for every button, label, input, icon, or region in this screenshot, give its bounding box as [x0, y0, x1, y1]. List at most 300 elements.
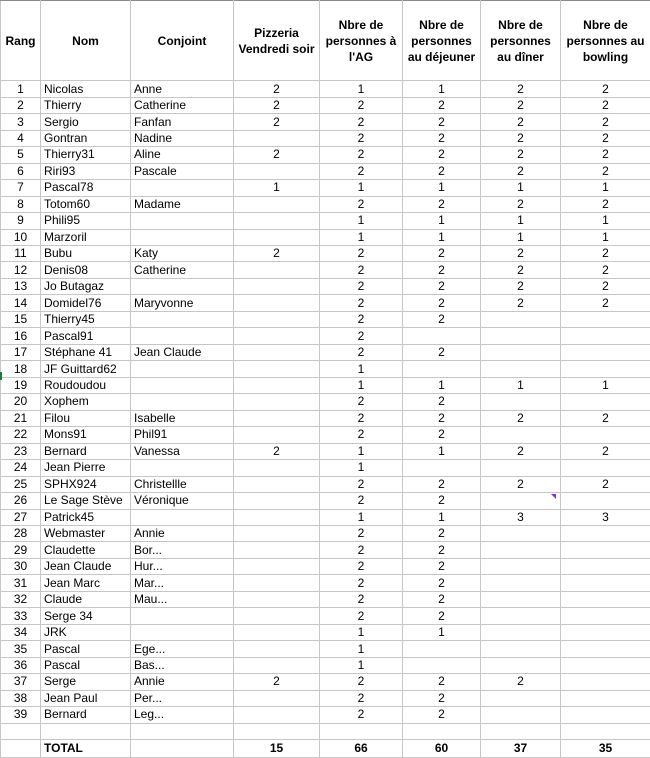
cell-pizzeria[interactable]	[234, 624, 320, 640]
cell-ag[interactable]: 2	[320, 295, 403, 311]
cell-bowling[interactable]	[561, 707, 650, 723]
cell-bowling[interactable]: 2	[561, 163, 650, 179]
cell-dejeuner[interactable]	[403, 328, 481, 344]
cell-nom[interactable]: JRK	[41, 624, 131, 640]
cell-rang[interactable]: 11	[1, 246, 41, 262]
cell-conjoint[interactable]: Madame	[131, 196, 234, 212]
cell-dejeuner[interactable]: 1	[403, 377, 481, 393]
cell-ag[interactable]: 2	[320, 410, 403, 426]
cell-nom[interactable]: Le Sage Stève	[41, 493, 131, 509]
cell-rang[interactable]: 29	[1, 542, 41, 558]
cell-rang[interactable]: 39	[1, 707, 41, 723]
cell-rang[interactable]: 23	[1, 443, 41, 459]
cell-pizzeria[interactable]: 2	[234, 97, 320, 113]
cell-nom[interactable]: Claudette	[41, 542, 131, 558]
cell-ag[interactable]: 2	[320, 674, 403, 690]
cell-ag[interactable]: 2	[320, 591, 403, 607]
cell-pizzeria[interactable]	[234, 311, 320, 327]
cell-conjoint[interactable]: Pascale	[131, 163, 234, 179]
cell-diner[interactable]	[481, 525, 561, 541]
cell-bowling[interactable]	[561, 690, 650, 706]
cell-pizzeria[interactable]	[234, 657, 320, 673]
cell-dejeuner[interactable]: 1	[403, 229, 481, 245]
cell-diner[interactable]: 2	[481, 410, 561, 426]
cell-nom[interactable]: Jean Pierre	[41, 460, 131, 476]
cell-rang[interactable]: 9	[1, 213, 41, 229]
cell-bowling[interactable]: 2	[561, 196, 650, 212]
cell-ag[interactable]: 2	[320, 575, 403, 591]
cell-nom[interactable]: Bubu	[41, 246, 131, 262]
cell-conjoint[interactable]: Phil91	[131, 427, 234, 443]
cell-rang[interactable]: 22	[1, 427, 41, 443]
cell-conjoint[interactable]: Catherine	[131, 262, 234, 278]
cell-ag[interactable]: 2	[320, 608, 403, 624]
cell-pizzeria[interactable]: 2	[234, 114, 320, 130]
cell-bowling[interactable]: 2	[561, 147, 650, 163]
cell-empty[interactable]	[561, 723, 650, 739]
cell-rang[interactable]: 10	[1, 229, 41, 245]
cell-diner[interactable]: 2	[481, 114, 561, 130]
cell-diner[interactable]: 1	[481, 377, 561, 393]
cell-nom[interactable]: Pascal91	[41, 328, 131, 344]
cell-rang[interactable]: 38	[1, 690, 41, 706]
cell-nom[interactable]: Nicolas	[41, 81, 131, 97]
cell-rang[interactable]: 5	[1, 147, 41, 163]
cell-empty[interactable]	[320, 723, 403, 739]
cell-conjoint[interactable]: Véronique	[131, 493, 234, 509]
cell-ag[interactable]: 1	[320, 443, 403, 459]
cell-ag[interactable]: 2	[320, 196, 403, 212]
cell-diner[interactable]	[481, 361, 561, 377]
cell-rang[interactable]: 15	[1, 311, 41, 327]
cell-diner[interactable]	[481, 707, 561, 723]
cell-dejeuner[interactable]: 2	[403, 344, 481, 360]
cell-nom[interactable]: Stéphane 41	[41, 344, 131, 360]
cell-conjoint[interactable]	[131, 361, 234, 377]
cell-rang[interactable]: 31	[1, 575, 41, 591]
cell-bowling[interactable]	[561, 525, 650, 541]
cell-pizzeria[interactable]	[234, 591, 320, 607]
cell-dejeuner[interactable]	[403, 657, 481, 673]
cell-bowling[interactable]: 1	[561, 229, 650, 245]
cell-dejeuner[interactable]: 1	[403, 180, 481, 196]
cell-dejeuner[interactable]: 2	[403, 97, 481, 113]
cell-nom[interactable]: Thierry	[41, 97, 131, 113]
cell-nom[interactable]: Domidel76	[41, 295, 131, 311]
cell-conjoint[interactable]	[131, 278, 234, 294]
cell-diner[interactable]	[481, 608, 561, 624]
cell-rang[interactable]: 25	[1, 476, 41, 492]
cell-rang[interactable]: 33	[1, 608, 41, 624]
cell-rang[interactable]: 18	[1, 361, 41, 377]
cell-diner[interactable]: 2	[481, 81, 561, 97]
cell-rang[interactable]: 3	[1, 114, 41, 130]
cell-rang[interactable]: 8	[1, 196, 41, 212]
cell-nom[interactable]: Filou	[41, 410, 131, 426]
cell-conjoint[interactable]: Leg...	[131, 707, 234, 723]
cell-diner[interactable]	[481, 344, 561, 360]
cell-rang[interactable]: 6	[1, 163, 41, 179]
cell-dejeuner[interactable]: 1	[403, 624, 481, 640]
cell-bowling[interactable]: 1	[561, 213, 650, 229]
cell-conjoint[interactable]: Catherine	[131, 97, 234, 113]
cell-dejeuner[interactable]: 2	[403, 575, 481, 591]
cell-rang[interactable]: 36	[1, 657, 41, 673]
cell-conjoint[interactable]: Isabelle	[131, 410, 234, 426]
cell-ag[interactable]: 2	[320, 311, 403, 327]
cell-rang[interactable]: 21	[1, 410, 41, 426]
cell-dejeuner[interactable]: 2	[403, 394, 481, 410]
cell-nom[interactable]: Sergio	[41, 114, 131, 130]
cell-empty[interactable]	[1, 723, 41, 739]
cell-dejeuner[interactable]: 1	[403, 81, 481, 97]
cell-bowling[interactable]: 2	[561, 81, 650, 97]
cell-rang[interactable]: 19	[1, 377, 41, 393]
cell-ag[interactable]: 2	[320, 130, 403, 146]
cell-bowling[interactable]: 2	[561, 476, 650, 492]
cell-dejeuner[interactable]: 1	[403, 213, 481, 229]
cell-bowling[interactable]: 2	[561, 443, 650, 459]
cell-nom[interactable]: JF Guittard62	[41, 361, 131, 377]
cell-diner[interactable]	[481, 591, 561, 607]
cell-empty[interactable]	[41, 723, 131, 739]
cell-ag[interactable]: 2	[320, 147, 403, 163]
cell-bowling[interactable]	[561, 394, 650, 410]
cell-nom[interactable]: Jean Claude	[41, 558, 131, 574]
cell-pizzeria[interactable]	[234, 410, 320, 426]
cell-pizzeria[interactable]: 1	[234, 180, 320, 196]
total-ag[interactable]: 66	[320, 740, 403, 758]
cell-bowling[interactable]: 2	[561, 278, 650, 294]
cell-bowling[interactable]: 1	[561, 180, 650, 196]
cell-ag[interactable]: 2	[320, 328, 403, 344]
cell-rang[interactable]: 16	[1, 328, 41, 344]
cell-ag[interactable]: 2	[320, 278, 403, 294]
cell-conjoint[interactable]	[131, 213, 234, 229]
cell-diner[interactable]	[481, 624, 561, 640]
cell-rang[interactable]: 34	[1, 624, 41, 640]
header-nom[interactable]: Nom	[41, 1, 131, 81]
cell-ag[interactable]: 1	[320, 641, 403, 657]
cell-bowling[interactable]	[561, 575, 650, 591]
cell-pizzeria[interactable]	[234, 377, 320, 393]
cell-ag[interactable]: 2	[320, 476, 403, 492]
cell-ag[interactable]: 2	[320, 394, 403, 410]
cell-pizzeria[interactable]	[234, 427, 320, 443]
cell-bowling[interactable]	[561, 591, 650, 607]
cell-bowling[interactable]	[561, 558, 650, 574]
cell-nom[interactable]: Totom60	[41, 196, 131, 212]
cell-pizzeria[interactable]	[234, 542, 320, 558]
cell-diner[interactable]	[481, 575, 561, 591]
cell-diner[interactable]: 2	[481, 295, 561, 311]
cell-nom[interactable]: Marzoril	[41, 229, 131, 245]
cell-ag[interactable]: 2	[320, 690, 403, 706]
cell-bowling[interactable]: 3	[561, 509, 650, 525]
cell-bowling[interactable]: 2	[561, 114, 650, 130]
cell-dejeuner[interactable]	[403, 460, 481, 476]
cell-nom[interactable]: Riri93	[41, 163, 131, 179]
cell-pizzeria[interactable]	[234, 460, 320, 476]
cell-ag[interactable]: 2	[320, 542, 403, 558]
cell-diner[interactable]: 2	[481, 97, 561, 113]
cell-ag[interactable]: 2	[320, 558, 403, 574]
cell-pizzeria[interactable]	[234, 361, 320, 377]
cell-dejeuner[interactable]: 2	[403, 558, 481, 574]
cell-bowling[interactable]	[561, 657, 650, 673]
cell-diner[interactable]: 3	[481, 509, 561, 525]
total-dejeuner[interactable]: 60	[403, 740, 481, 758]
cell-rang[interactable]: 26	[1, 493, 41, 509]
cell-conjoint[interactable]	[131, 180, 234, 196]
header-conjoint[interactable]: Conjoint	[131, 1, 234, 81]
cell-pizzeria[interactable]	[234, 130, 320, 146]
cell-ag[interactable]: 1	[320, 624, 403, 640]
cell-conjoint[interactable]: Maryvonne	[131, 295, 234, 311]
cell-bowling[interactable]: 2	[561, 246, 650, 262]
cell-conjoint[interactable]: Bas...	[131, 657, 234, 673]
cell-diner[interactable]: 2	[481, 262, 561, 278]
cell-pizzeria[interactable]: 2	[234, 443, 320, 459]
cell-diner[interactable]	[481, 460, 561, 476]
cell-diner[interactable]: 2	[481, 443, 561, 459]
cell-nom[interactable]: Claude	[41, 591, 131, 607]
cell-rang[interactable]: 12	[1, 262, 41, 278]
cell-rang[interactable]: 37	[1, 674, 41, 690]
cell-bowling[interactable]	[561, 460, 650, 476]
cell-nom[interactable]: Xophem	[41, 394, 131, 410]
cell-dejeuner[interactable]	[403, 361, 481, 377]
cell-ag[interactable]: 1	[320, 377, 403, 393]
cell-diner[interactable]	[481, 657, 561, 673]
cell-bowling[interactable]	[561, 344, 650, 360]
cell-bowling[interactable]	[561, 624, 650, 640]
cell-diner[interactable]	[481, 311, 561, 327]
cell-bowling[interactable]: 2	[561, 262, 650, 278]
cell-rang[interactable]: 14	[1, 295, 41, 311]
cell-diner[interactable]	[481, 641, 561, 657]
cell-conjoint[interactable]: Per...	[131, 690, 234, 706]
cell-pizzeria[interactable]	[234, 328, 320, 344]
cell-dejeuner[interactable]: 2	[403, 147, 481, 163]
cell-ag[interactable]: 2	[320, 114, 403, 130]
cell-dejeuner[interactable]: 1	[403, 509, 481, 525]
cell-nom[interactable]: Mons91	[41, 427, 131, 443]
cell-conjoint[interactable]: Ege...	[131, 641, 234, 657]
cell-ag[interactable]: 2	[320, 707, 403, 723]
cell-nom[interactable]: Jean Paul	[41, 690, 131, 706]
header-diner[interactable]: Nbre de personnes au dîner	[481, 1, 561, 81]
cell-empty[interactable]	[481, 723, 561, 739]
cell-dejeuner[interactable]: 2	[403, 196, 481, 212]
cell-ag[interactable]: 1	[320, 213, 403, 229]
cell-dejeuner[interactable]: 2	[403, 114, 481, 130]
header-pizzeria[interactable]: Pizzeria Vendredi soir	[234, 1, 320, 81]
cell-diner[interactable]: 2	[481, 476, 561, 492]
cell-dejeuner[interactable]: 2	[403, 525, 481, 541]
cell-rang[interactable]: 17	[1, 344, 41, 360]
cell-dejeuner[interactable]: 2	[403, 262, 481, 278]
cell-diner[interactable]: 2	[481, 674, 561, 690]
total-conjoint[interactable]	[131, 740, 234, 758]
cell-rang[interactable]: 30	[1, 558, 41, 574]
cell-bowling[interactable]	[561, 542, 650, 558]
cell-dejeuner[interactable]: 2	[403, 707, 481, 723]
cell-nom[interactable]: Denis08	[41, 262, 131, 278]
cell-rang[interactable]: 7	[1, 180, 41, 196]
cell-bowling[interactable]	[561, 361, 650, 377]
cell-diner[interactable]	[481, 542, 561, 558]
cell-pizzeria[interactable]	[234, 608, 320, 624]
cell-pizzeria[interactable]: 2	[234, 246, 320, 262]
cell-rang[interactable]: 28	[1, 525, 41, 541]
cell-diner[interactable]: 2	[481, 147, 561, 163]
cell-conjoint[interactable]: Katy	[131, 246, 234, 262]
cell-conjoint[interactable]: Fanfan	[131, 114, 234, 130]
cell-pizzeria[interactable]: 2	[234, 81, 320, 97]
cell-bowling[interactable]: 2	[561, 410, 650, 426]
cell-nom[interactable]: Roudoudou	[41, 377, 131, 393]
cell-rang[interactable]: 32	[1, 591, 41, 607]
cell-rang[interactable]: 27	[1, 509, 41, 525]
cell-bowling[interactable]: 2	[561, 97, 650, 113]
cell-rang[interactable]: 24	[1, 460, 41, 476]
cell-conjoint[interactable]: Jean Claude	[131, 344, 234, 360]
cell-bowling[interactable]	[561, 641, 650, 657]
cell-ag[interactable]: 2	[320, 163, 403, 179]
cell-conjoint[interactable]: Annie	[131, 525, 234, 541]
header-ag[interactable]: Nbre de personnes à l'AG	[320, 1, 403, 81]
cell-diner[interactable]: 1	[481, 213, 561, 229]
cell-ag[interactable]: 1	[320, 657, 403, 673]
cell-ag[interactable]: 1	[320, 460, 403, 476]
cell-dejeuner[interactable]: 2	[403, 476, 481, 492]
cell-dejeuner[interactable]: 1	[403, 443, 481, 459]
cell-conjoint[interactable]	[131, 377, 234, 393]
cell-diner[interactable]	[481, 394, 561, 410]
cell-dejeuner[interactable]: 2	[403, 674, 481, 690]
cell-dejeuner[interactable]: 2	[403, 130, 481, 146]
cell-pizzeria[interactable]	[234, 278, 320, 294]
cell-nom[interactable]: SPHX924	[41, 476, 131, 492]
cell-diner[interactable]: 2	[481, 278, 561, 294]
header-rang[interactable]: Rang	[1, 1, 41, 81]
cell-diner[interactable]: 2	[481, 246, 561, 262]
cell-ag[interactable]: 2	[320, 493, 403, 509]
cell-conjoint[interactable]: Mar...	[131, 575, 234, 591]
cell-diner[interactable]: 2	[481, 196, 561, 212]
cell-rang[interactable]: 4	[1, 130, 41, 146]
cell-bowling[interactable]	[561, 427, 650, 443]
cell-bowling[interactable]: 2	[561, 295, 650, 311]
cell-dejeuner[interactable]: 2	[403, 246, 481, 262]
cell-pizzeria[interactable]	[234, 196, 320, 212]
cell-ag[interactable]: 2	[320, 262, 403, 278]
cell-pizzeria[interactable]	[234, 295, 320, 311]
cell-nom[interactable]: Bernard	[41, 707, 131, 723]
cell-nom[interactable]: Pascal	[41, 641, 131, 657]
cell-nom[interactable]: Webmaster	[41, 525, 131, 541]
cell-pizzeria[interactable]	[234, 163, 320, 179]
cell-pizzeria[interactable]	[234, 262, 320, 278]
cell-conjoint[interactable]	[131, 328, 234, 344]
cell-nom[interactable]: Serge 34	[41, 608, 131, 624]
cell-conjoint[interactable]: Nadine	[131, 130, 234, 146]
cell-bowling[interactable]	[561, 608, 650, 624]
cell-conjoint[interactable]: Mau...	[131, 591, 234, 607]
cell-ag[interactable]: 2	[320, 344, 403, 360]
cell-conjoint[interactable]: Hur...	[131, 558, 234, 574]
cell-nom[interactable]: Thierry31	[41, 147, 131, 163]
cell-conjoint[interactable]: Bor...	[131, 542, 234, 558]
cell-ag[interactable]: 1	[320, 180, 403, 196]
cell-dejeuner[interactable]: 2	[403, 591, 481, 607]
cell-diner[interactable]: 2	[481, 130, 561, 146]
cell-conjoint[interactable]: Anne	[131, 81, 234, 97]
cell-rang[interactable]: 1	[1, 81, 41, 97]
cell-nom[interactable]: Gontran	[41, 130, 131, 146]
cell-pizzeria[interactable]	[234, 344, 320, 360]
cell-nom[interactable]: Phili95	[41, 213, 131, 229]
cell-pizzeria[interactable]: 2	[234, 674, 320, 690]
cell-ag[interactable]: 1	[320, 81, 403, 97]
cell-conjoint[interactable]	[131, 509, 234, 525]
cell-conjoint[interactable]: Vanessa	[131, 443, 234, 459]
cell-diner[interactable]: 1	[481, 180, 561, 196]
cell-nom[interactable]: Bernard	[41, 443, 131, 459]
cell-bowling[interactable]: 2	[561, 130, 650, 146]
header-dejeuner[interactable]: Nbre de personnes au déjeuner	[403, 1, 481, 81]
cell-dejeuner[interactable]: 2	[403, 493, 481, 509]
cell-bowling[interactable]	[561, 493, 650, 509]
cell-diner[interactable]	[481, 493, 561, 509]
cell-ag[interactable]: 2	[320, 246, 403, 262]
cell-bowling[interactable]	[561, 674, 650, 690]
cell-diner[interactable]: 1	[481, 229, 561, 245]
cell-empty[interactable]	[403, 723, 481, 739]
cell-conjoint[interactable]	[131, 624, 234, 640]
cell-dejeuner[interactable]: 2	[403, 427, 481, 443]
cell-conjoint[interactable]: Christellle	[131, 476, 234, 492]
cell-ag[interactable]: 2	[320, 525, 403, 541]
cell-empty[interactable]	[234, 723, 320, 739]
total-bowling[interactable]: 35	[561, 740, 650, 758]
cell-pizzeria[interactable]	[234, 690, 320, 706]
cell-nom[interactable]: Jean Marc	[41, 575, 131, 591]
cell-dejeuner[interactable]: 2	[403, 163, 481, 179]
cell-ag[interactable]: 1	[320, 509, 403, 525]
cell-rang[interactable]: 20	[1, 394, 41, 410]
cell-pizzeria[interactable]	[234, 558, 320, 574]
cell-diner[interactable]: 2	[481, 163, 561, 179]
cell-ag[interactable]: 1	[320, 229, 403, 245]
cell-diner[interactable]	[481, 427, 561, 443]
cell-conjoint[interactable]: Annie	[131, 674, 234, 690]
cell-ag[interactable]: 2	[320, 97, 403, 113]
cell-pizzeria[interactable]	[234, 509, 320, 525]
cell-rang[interactable]: 2	[1, 97, 41, 113]
total-diner[interactable]: 37	[481, 740, 561, 758]
cell-dejeuner[interactable]: 2	[403, 608, 481, 624]
total-label[interactable]: TOTAL	[41, 740, 131, 758]
cell-ag[interactable]: 2	[320, 427, 403, 443]
cell-dejeuner[interactable]: 2	[403, 410, 481, 426]
cell-pizzeria[interactable]	[234, 213, 320, 229]
cell-pizzeria[interactable]	[234, 575, 320, 591]
cell-pizzeria[interactable]	[234, 641, 320, 657]
total-pizzeria[interactable]: 15	[234, 740, 320, 758]
cell-rang[interactable]: 13	[1, 278, 41, 294]
